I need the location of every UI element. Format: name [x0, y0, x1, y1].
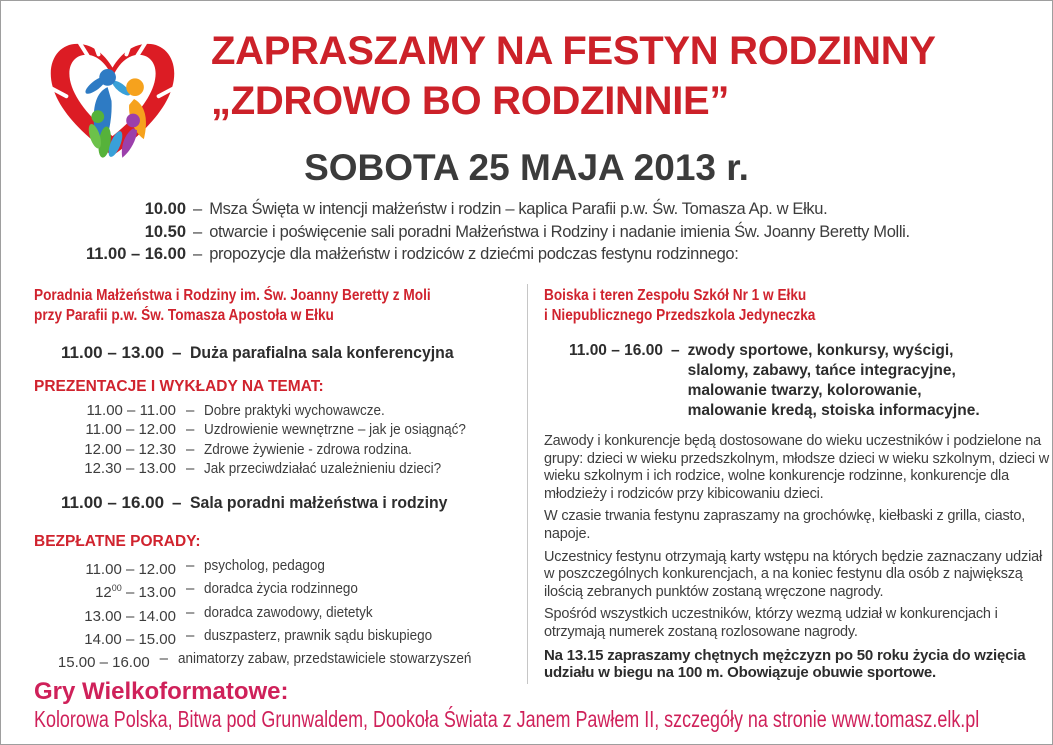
right-column-header: [544, 286, 1049, 326]
title-line-1: ZAPRASZAMY NA FESTYN RODZINNY: [211, 29, 936, 73]
dash-separator: –: [670, 342, 680, 359]
left-column-parish-counselling: [34, 286, 504, 673]
column-divider: [527, 284, 528, 684]
schedule-time: 11.00 – 16.00: [85, 245, 186, 263]
event-date: SOBOTA 25 MAJA 2013 r.: [304, 147, 749, 188]
advice-item: [34, 603, 504, 626]
description-paragraph: Spośród wszystkich uczestników, którzy wezmą udział w konkurencjach i otrzymają numerek zostaną rozlosowane nagrody.: [544, 606, 998, 640]
lecture-item: [34, 420, 504, 439]
free-advice-heading: BEZPŁATNE PORADY:: [34, 533, 201, 551]
room-time: 11.00 – 16.00: [61, 493, 165, 513]
advice-time: $12^{00} - 13.00$: [95, 583, 176, 602]
games-list-and-website: Kolorowa Polska, Bitwa pod Grunwaldem, Dookoła Świata z Janem Pawłem II, szczegóły na stronie www.tomasz.elk.pl: [34, 706, 980, 732]
lectures-list: [34, 401, 504, 478]
advice-time: 15.00 – 16.00: [57, 654, 150, 672]
title-line-2: „ZDROWO BO RODZINNIE”: [211, 79, 730, 123]
dash-separator: –: [186, 580, 195, 598]
right-column-school-grounds: [544, 286, 1049, 687]
advice-text: psycholog, pedagog: [204, 557, 326, 575]
dash-separator: –: [159, 650, 169, 668]
schedule-row: [1, 243, 1053, 266]
advice-item: [34, 626, 504, 649]
schedule-time: 10.00: [144, 200, 186, 218]
schedule-row: [1, 221, 1053, 244]
advice-text: animatorzy zabaw, przedstawiciele stowarzyszeń: [178, 650, 472, 668]
family-heart-logo: [39, 25, 186, 167]
schedule-text: propozycje dla małżeństw i rodziców z dziećmi podczas festynu rodzinnego:: [209, 245, 739, 263]
festival-description: [544, 433, 1049, 682]
schedule-text: Msza Święta w intencji małżeństw i rodzin – kaplica Parafii p.w. Św. Tomasza Ap. w Ełku.: [209, 200, 828, 218]
schedule-time: 10.50: [144, 222, 186, 241]
dash-separator: –: [186, 440, 195, 458]
left-column-header: [34, 286, 504, 326]
dash-separator: –: [186, 402, 195, 419]
advice-text: doradca zawodowy, dietetyk: [204, 603, 373, 621]
dash-separator: –: [186, 459, 195, 477]
room-time: 11.00 – 13.00: [61, 343, 165, 362]
lectures-heading: PREZENTACJE I WYKŁADY NA TEMAT:: [34, 378, 324, 395]
lecture-time: 11.00 – 11.00: [86, 402, 176, 419]
room-text: Duża parafialna sala konferencyjna: [189, 343, 454, 362]
lecture-item: [34, 459, 504, 478]
schedule-row: [1, 198, 1053, 221]
description-paragraph: W czasie trwania festynu zapraszamy na grochówkę, kiełbaski z grilla, ciasto, napoje.: [544, 508, 1026, 542]
advice-item: [34, 579, 504, 602]
lecture-text: Uzdrowienie wewnętrzne – jak je osiągnąć?: [204, 421, 467, 439]
room-text: Sala poradni małżeństwa i rodziny: [189, 493, 447, 513]
dash-separator: –: [186, 603, 195, 621]
advice-text: doradca życia rodzinnego: [204, 580, 359, 598]
footer-games: [34, 678, 1053, 733]
lecture-time: 12.00 – 12.30: [84, 440, 176, 458]
left-header-line-1: Poradnia Małżeństwa i Rodziny im. Św. Joanny Beretty z Moli: [34, 287, 431, 304]
right-header-line-1: Boiska i teren Zespołu Szkół Nr 1 w Ełku: [544, 287, 807, 304]
activities-row: [569, 341, 1049, 421]
counselling-room-row: [61, 492, 504, 513]
lecture-item: [34, 401, 504, 420]
lecture-time: 12.30 – 13.00: [84, 459, 176, 477]
conference-room-row: [61, 342, 504, 363]
activities-time: 11.00 – 16.00: [569, 342, 663, 359]
lecture-text: Zdrowe żywienie - zdrowa rodzina.: [204, 440, 413, 458]
page-title: [211, 26, 936, 126]
dash-separator: –: [186, 627, 195, 645]
description-paragraph: Zawody i konkurencje będą dostosowane do wieku uczestników i podzielone na grupy: dzieci w wieku przedszkolnym, młodsze dzieci w wieku szkolnym, dzieci w wieku szkolnym i ich rodzice, wolne konkurencje rodzinne, konkurencje dla młodzieży i rodziców przy kibicowaniu dzieci.: [544, 433, 1049, 502]
advice-time: 11.00 – 12.00: [85, 561, 176, 579]
left-header-line-2: przy Parafii p.w. Św. Tomasza Apostoła w Ełku: [34, 307, 334, 324]
lecture-text: Jak przeciwdziałać uzależnieniu dzieci?: [204, 459, 442, 477]
lecture-text: Dobre praktyki wychowawcze.: [204, 402, 386, 419]
right-header-line-2: i Niepublicznego Przedszkola Jedyneczka: [544, 307, 816, 324]
advice-time: 14.00 – 15.00: [84, 631, 176, 649]
lecture-time: 11.00 – 12.00: [85, 421, 176, 439]
lecture-item: [34, 440, 504, 459]
activities-text: zwody sportowe, konkursy, wyścigi, slalomy, zabawy, tańce integracyjne, malowanie twarzy, kolorowanie, malowanie kredą, stoiska informacyjne.: [687, 342, 980, 419]
advice-time: 13.00 – 14.00: [84, 607, 176, 625]
main-schedule: [1, 198, 1053, 266]
games-heading: Gry Wielkoformatowe:: [34, 678, 289, 705]
dash-separator: –: [172, 493, 182, 513]
dash-separator: –: [193, 222, 203, 241]
advice-list: [34, 556, 504, 672]
dash-separator: –: [193, 200, 203, 218]
dash-separator: –: [193, 245, 203, 263]
description-paragraph: Uczestnicy festynu otrzymają karty wstępu na których będzie zaznaczany udział w poszczególnych konkurencjach, a na koniec festynu dla osób z największą ilością zebranych punktów zostaną wręczone nagrody.: [544, 548, 1042, 600]
schedule-text: otwarcie i poświęcenie sali poradni Małżeństwa i Rodziny i nadanie imienia Św. Joanny Beretty Molli.: [209, 222, 910, 241]
dash-separator: –: [186, 557, 195, 575]
race-announcement: Na 13.15 zapraszamy chętnych mężczyzn po 50 roku życia do wzięcia udziału w biegu na 100 m. Obowiązuje obuwie sportowe.: [544, 646, 1026, 682]
dash-separator: –: [172, 343, 182, 362]
dash-separator: –: [186, 421, 195, 439]
advice-item: [34, 649, 504, 672]
advice-item: [34, 556, 504, 579]
advice-text: duszpasterz, prawnik sądu biskupiego: [204, 627, 433, 645]
